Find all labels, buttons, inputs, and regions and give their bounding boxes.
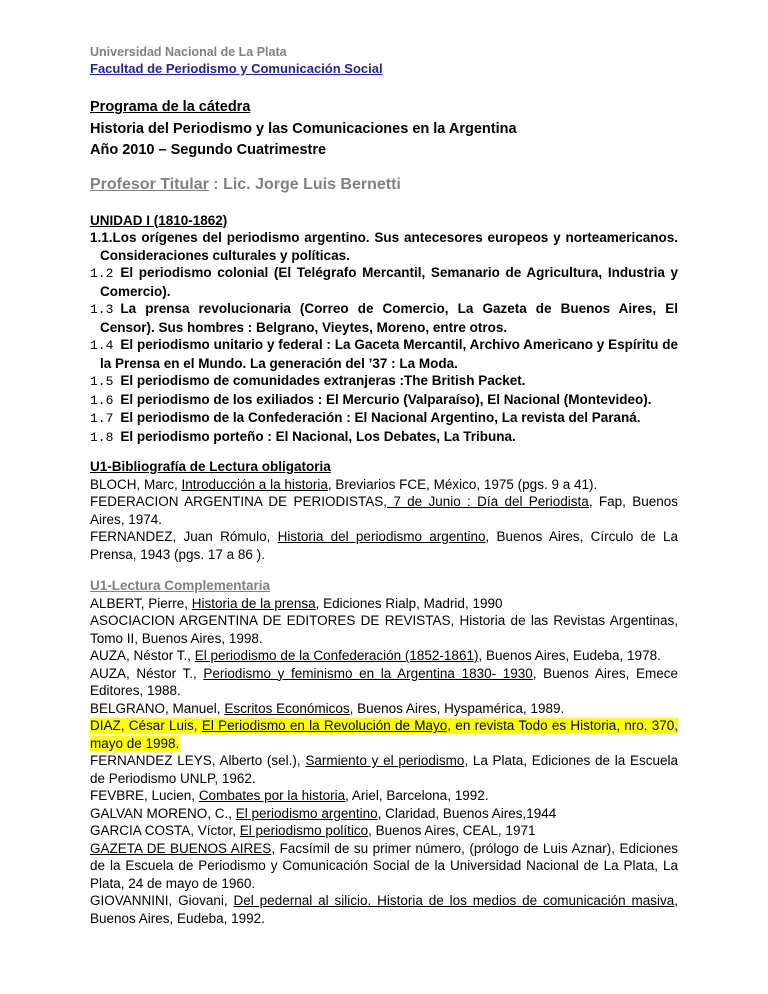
entry-text-run: AUZA, Néstor T., (90, 665, 204, 681)
unit-item-number: 1.6 (90, 392, 114, 408)
unit-item (90, 300, 678, 336)
unit-item-text: El periodismo de los exiliados : El Mercurio (Valparaíso), El Nacional (Montevideo). (120, 391, 652, 407)
bibliography-required-entries (90, 476, 678, 564)
entry-text-run: , Facsímil de su primer número, (prólogo de Luis Aznar), Ediciones de la Escuela de Periodismo y Comunicación Social de la Universidad Nacional de La Plata, La Plata, 24 de mayo de 1960. (90, 840, 678, 891)
entry-text-run: FERNANDEZ, Juan Rómulo, (90, 529, 278, 544)
professor-separator: : (208, 175, 224, 193)
unit-item-text: El periodismo de comunidades extranjeras :The British Packet. (120, 373, 526, 388)
bibliography-required-section (90, 458, 678, 563)
unit-heading: UNIDAD I (1810-1862) (90, 212, 228, 228)
unit-item-number: 1.3 (90, 302, 114, 317)
unit-item-number: 1.5 (90, 374, 114, 389)
unit-item (90, 428, 678, 447)
entry-text-run: DIAZ, César Luis, (90, 718, 202, 733)
entry-title-underlined: Escritos Económicos (224, 700, 350, 716)
entry-title-underlined: El periodismo de la Confederación (1852-1861) (194, 648, 479, 663)
unit-section (90, 212, 678, 447)
entry-text-run: , Buenos Aires, Hyspamérica, 1989. (349, 700, 565, 716)
entry-text-run: , en revista Todo es Historia, nro. 370, mayo de 1998. (90, 718, 679, 751)
entry-text-run: GALVAN MORENO, C., (90, 805, 236, 821)
bibliography-entry-highlighted (90, 717, 678, 752)
professor-line (90, 174, 678, 195)
bibliography-complementary-section (90, 577, 678, 927)
entry-title-underlined: El periodismo argentino (235, 805, 378, 821)
faculty-link[interactable]: Facultad de Periodismo y Comunicación Social (90, 61, 383, 76)
entry-text-run: AUZA, Néstor T., (90, 648, 195, 663)
unit-item-text: El periodismo de la Confederación : El Nacional Argentino, La revista del Paraná. (120, 410, 641, 425)
entry-text-run: , Buenos Aires, Eudeba, 1992. (90, 893, 678, 926)
entry-text-run: FERNANDEZ LEYS, Alberto (sel.), (90, 753, 306, 768)
bibliography-entry (90, 752, 678, 787)
course-title: Historia del Periodismo y las Comunicaciones en la Argentina (90, 120, 517, 137)
unit-item-number: 1.2 (90, 266, 114, 281)
bibliography-entry (90, 805, 678, 823)
unit-items (90, 229, 678, 446)
bibliography-complementary-entries (90, 595, 678, 928)
entry-title-underlined: El Periodismo en la Revolución de Mayo (201, 718, 448, 733)
unit-item (90, 409, 678, 428)
bibliography-entry (90, 647, 678, 665)
entry-text-run: BLOCH, Marc, (90, 476, 182, 492)
unit-item-text: El periodismo unitario y federal : La Gaceta Mercantil, Archivo Americano y Espíritu de la Prensa en el Mundo. La generación del ’37 : La Moda. (100, 337, 678, 371)
entry-text-run: , Breviarios FCE, México, 1975 (pgs. 9 a 41). (327, 476, 598, 492)
bibliography-entry (90, 493, 678, 528)
title-block (90, 97, 678, 162)
unit-item-text: El periodismo colonial (El Telégrafo Mercantil, Semanario de Agricultura, Industria y Comercio). (100, 265, 678, 299)
entry-text-run: , Buenos Aires, Emece Editores, 1988. (90, 665, 678, 698)
bibliography-entry (90, 595, 678, 613)
entry-text-run: GIOVANNINI, Giovani, (90, 893, 234, 908)
bibliography-complementary-heading: U1-Lectura Complementaria (90, 578, 271, 593)
entry-title-underlined: Historia del periodismo argentino (277, 529, 486, 544)
entry-text-run: GARCIA COSTA, Víctor, (90, 823, 240, 838)
entry-title-underlined: Historia de la prensa (191, 595, 316, 611)
entry-text-run: , Buenos Aires, Eudeba, 1978. (478, 648, 661, 663)
entry-text-run: , Fap, Buenos Aires, 1974. (90, 494, 678, 527)
entry-text-run: , Ediciones Rialp, Madrid, 1990 (315, 595, 503, 611)
bibliography-entry (90, 700, 678, 718)
bibliography-entry (90, 822, 678, 840)
unit-item-number: 1.8 (90, 429, 114, 445)
university-name: Universidad Nacional de La Plata (90, 45, 287, 59)
bibliography-entry (90, 476, 678, 494)
entry-text-run: , La Plata, Ediciones de la Escuela de Periodismo UNLP, 1962. (90, 753, 678, 786)
entry-title-underlined: Introducción a la historia (181, 476, 328, 492)
entry-title-underlined: El periodismo político (239, 823, 369, 838)
entry-title-underlined: Del pedernal al silicio. Historia de los medios de comunicación masiva (233, 893, 675, 908)
professor-label: Profesor Titular (90, 175, 209, 193)
professor-name: Lic. Jorge Luis Bernetti (223, 175, 401, 193)
entry-title-underlined: 7 de Junio : Día del Periodista (387, 494, 589, 509)
unit-item (90, 229, 678, 264)
bibliography-entry (90, 665, 678, 700)
bibliography-required-heading: U1-Bibliografía de Lectura obligatoria (90, 459, 331, 474)
bibliography-entry (90, 892, 678, 927)
entry-title-underlined: Sarmiento y el periodismo (305, 753, 465, 768)
unit-item-number: 1.7 (90, 411, 114, 426)
entry-title-underlined: Periodismo y feminismo en la Argentina 1830- 1930 (203, 665, 533, 681)
entry-text-run: , Ariel, Barcelona, 1992. (345, 788, 489, 803)
unit-item (90, 391, 678, 410)
entry-text-run: , Buenos Aires, Círculo de La Prensa, 1943 (pgs. 17 a 86 ). (90, 529, 678, 562)
bibliography-entry (90, 840, 678, 893)
entry-text-run: FEDERACION ARGENTINA DE PERIODISTAS, (90, 494, 387, 509)
entry-text-run: , Claridad, Buenos Aires,1944 (377, 805, 557, 821)
entry-text-run: BELGRANO, Manuel, (90, 700, 225, 716)
unit-item-number: 1.4 (90, 338, 114, 353)
unit-item (90, 264, 678, 300)
bibliography-entry (90, 787, 678, 805)
unit-item (90, 372, 678, 391)
unit-item-text: El periodismo porteño : El Nacional, Los Debates, La Tribuna. (120, 428, 516, 444)
entry-text-run: , Buenos Aires, CEAL, 1971 (368, 823, 536, 838)
entry-text-run: ASOCIACION ARGENTINA DE EDITORES DE REVISTAS, Historia de las Revistas Argentinas, Tomo II, Buenos Aires, 1998. (90, 613, 678, 646)
entry-text-run: FEVBRE, Lucien, (90, 788, 199, 803)
entry-title-underlined: GAZETA DE BUENOS AIRES (90, 840, 272, 856)
entry-title-underlined: Combates por la historia (198, 788, 346, 803)
entry-text-run: ALBERT, Pierre, (90, 595, 192, 611)
bibliography-entry (90, 528, 678, 563)
program-title: Programa de la cátedra (90, 99, 251, 115)
unit-item-number: 1.1. (90, 230, 113, 245)
unit-item-text: Los orígenes del periodismo argentino. Sus antecesores europeos y norteamericanos. Consideraciones culturales y políticas. (100, 230, 678, 263)
unit-item-text: La prensa revolucionaria (Correo de Comercio, La Gazeta de Buenos Aires, El Censor). Sus hombres : Belgrano, Vieytes, Moreno, entre otros. (100, 301, 678, 335)
term-title: Año 2010 – Segundo Cuatrimestre (90, 142, 327, 158)
unit-item (90, 336, 678, 372)
bibliography-entry (90, 612, 678, 647)
